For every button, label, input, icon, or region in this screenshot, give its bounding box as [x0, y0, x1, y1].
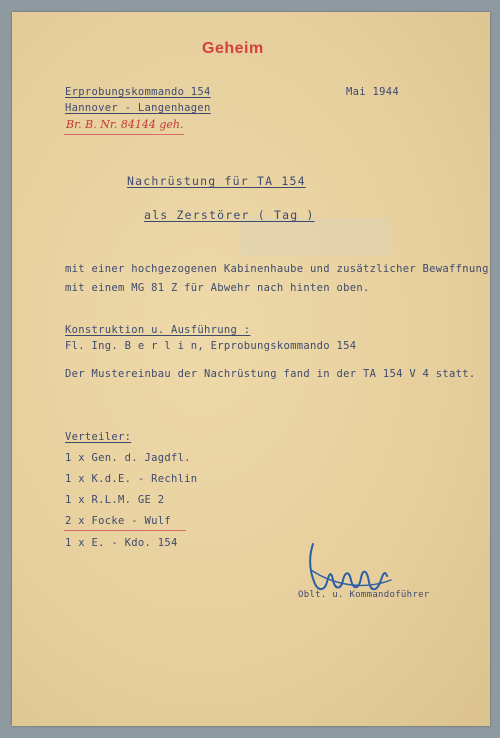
distribution-label: Verteiler:	[65, 431, 132, 443]
construction-value: Fl. Ing. B e r l i n, Erprobungskommando 154	[65, 340, 357, 352]
paper-stain	[240, 218, 390, 256]
distribution-item: 1 x E. - Kdo. 154	[65, 537, 178, 549]
body-paragraph-line-1: mit einer hochgezogenen Kabinenhaube und zusätzlicher Bewaffnung	[65, 263, 489, 275]
construction-label: Konstruktion u. Ausführung :	[65, 324, 251, 336]
document-subtitle: als Zerstörer ( Tag )	[144, 208, 315, 222]
sender-unit: Erprobungskommando 154	[65, 86, 211, 98]
document-date: Mai 1944	[346, 86, 399, 98]
distribution-item: 1 x R.L.M. GE 2	[65, 494, 165, 506]
signature-caption: Oblt. u. Kommandoführer	[298, 590, 430, 600]
document-title: Nachrüstung für TA 154	[127, 174, 306, 188]
reference-underline	[64, 134, 184, 135]
handwritten-reference: Br. B. Nr. 84144 geh.	[66, 118, 184, 131]
distribution-underline	[64, 530, 186, 531]
body-paragraph-line-2: mit einem MG 81 Z für Abwehr nach hinten oben.	[65, 282, 370, 294]
prototype-note: Der Mustereinbau der Nachrüstung fand in der TA 154 V 4 statt.	[65, 368, 476, 380]
document-page	[12, 12, 490, 726]
distribution-item: 1 x Gen. d. Jagdfl.	[65, 452, 191, 464]
distribution-item: 2 x Focke - Wulf	[65, 515, 171, 527]
sender-location: Hannover - Langenhagen	[65, 102, 211, 114]
classification-stamp: Geheim	[202, 40, 264, 57]
distribution-item: 1 x K.d.E. - Rechlin	[65, 473, 198, 485]
